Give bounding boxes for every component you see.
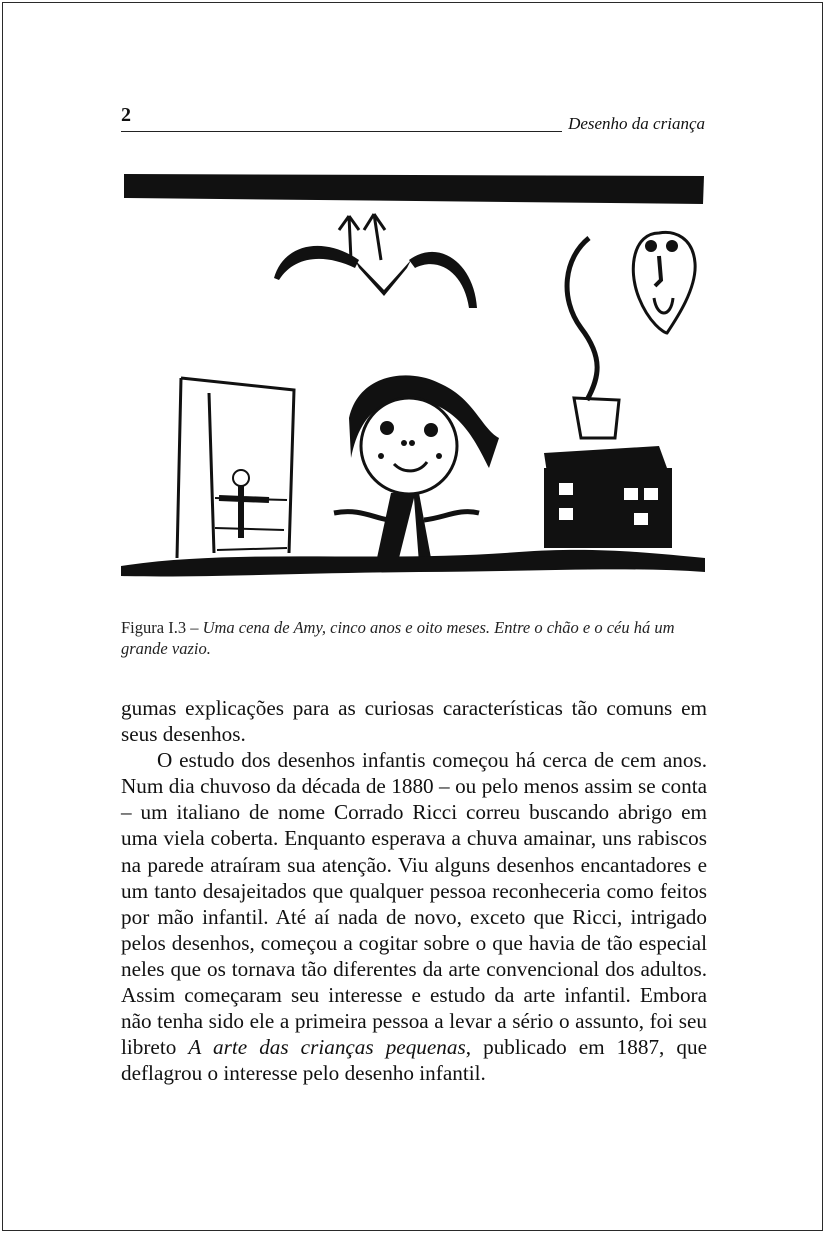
paragraph-1: gumas explicações para as curiosas características tão comuns em seus desenhos. <box>121 696 707 747</box>
child-drawing-illustration <box>119 168 705 583</box>
body-text <box>121 695 707 1086</box>
caption-text: Uma cena de Amy, cinco anos e oito meses. Entre o chão e o céu há um grande vazio. <box>121 618 675 658</box>
book-title: A arte das crianças pequenas <box>188 1035 466 1060</box>
bird-drawing <box>274 214 477 308</box>
caption-label: Figura I.3 – <box>121 618 203 637</box>
running-title: Desenho da criança <box>568 114 705 133</box>
face-balloon-drawing <box>633 232 695 333</box>
house-drawing <box>544 398 672 548</box>
header-rule <box>121 131 562 132</box>
paragraph-2-text-before-title: O estudo dos desenhos infantis começou há cerca de cem anos. Num dia chuvoso da década de 1880 – ou pelo menos assim se conta – um italiano de nome Corrado Ricci correu buscando abrigo em uma viela coberta. Enquanto esperava a chuva amainar, uns rabiscos na parede atraíram sua atenção. Viu alguns desenhos encantadores e um tanto desajeitados que qualquer pessoa reconheceria como feitos por mão infantil. Até aí nada de novo, exceto que Ricci, intrigado pelos desenhos, começou a cogitar sobre o que havia de tão especial neles que os tornava tão diferentes da arte convencional dos adultos. Assim começaram seu interesse e estudo da arte infantil. Embora não tenha sido ele a primeira pessoa a levar a sério o assunto, foi seu libreto <box>121 748 707 1060</box>
child-drawing-figure <box>119 168 705 583</box>
girl-drawing <box>334 375 499 563</box>
paragraph-2 <box>121 747 707 1086</box>
paragraph-2-text-after-title: , publicado em 1887, que deflagrou o interesse pelo desenho infantil. <box>121 1035 707 1086</box>
page-number: 2 <box>121 104 131 126</box>
figure-caption <box>121 617 707 659</box>
window-drawing <box>177 378 294 558</box>
running-header <box>121 104 705 136</box>
